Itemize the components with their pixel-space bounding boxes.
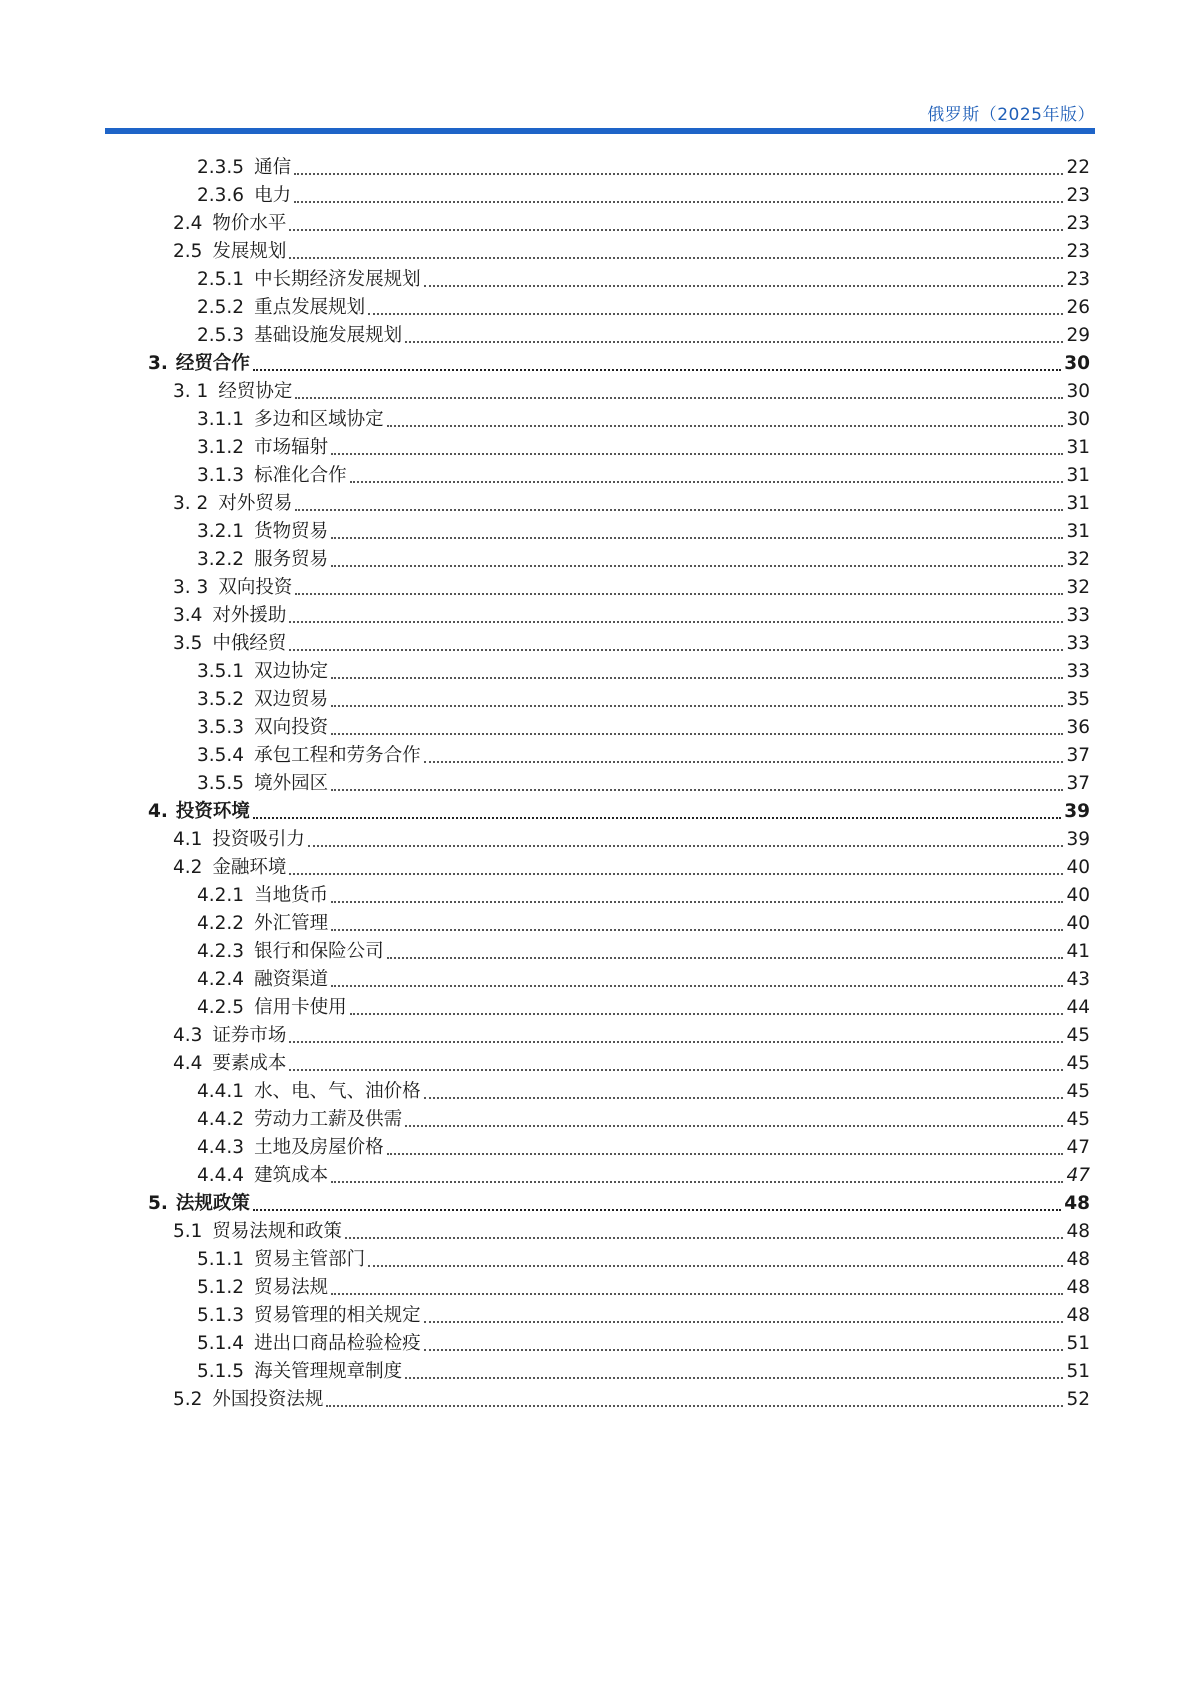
toc-entry-title: 海关管理规章制度 (254, 1361, 403, 1382)
toc-entry[interactable] (173, 233, 1090, 263)
toc-entry-page: 30 (1064, 353, 1090, 374)
toc-entry-title: 双边协定 (254, 661, 329, 682)
toc-entry-number: 3.5 (173, 633, 203, 654)
toc-entry-page: 40 (1066, 885, 1090, 906)
toc-entry-number: 3.1.2 (197, 437, 245, 458)
toc-leader-dots (253, 817, 1061, 819)
toc-entry[interactable] (197, 177, 1090, 207)
toc-entry-number: 4.4.4 (197, 1165, 245, 1186)
toc-entry[interactable] (197, 1353, 1090, 1383)
toc-entry[interactable] (197, 961, 1090, 991)
toc-leader-dots (424, 1097, 1064, 1099)
toc-entry-title: 双向投资 (218, 577, 293, 598)
toc-entry-page: 52 (1066, 1389, 1090, 1410)
document-title: 俄罗斯（2025年版） (927, 105, 1095, 125)
toc-entry-page: 40 (1066, 857, 1090, 878)
toc-entry-page: 45 (1066, 1109, 1090, 1130)
toc-entry[interactable] (173, 1017, 1090, 1047)
toc-entry-page: 23 (1066, 185, 1090, 206)
toc-leader-dots (331, 901, 1063, 903)
toc-entry-page: 45 (1066, 1053, 1090, 1074)
toc-entry-page: 32 (1066, 549, 1090, 570)
toc-entry-number: 5.1.2 (197, 1277, 245, 1298)
toc-entry-page: 39 (1066, 829, 1090, 850)
toc-entry[interactable] (197, 289, 1090, 319)
toc-entry-number: 3.5.2 (197, 689, 245, 710)
toc-entry-number: 4.4 (173, 1053, 203, 1074)
toc-leader-dots (387, 1153, 1064, 1155)
toc-leader-dots (331, 985, 1063, 987)
toc-entry-title: 多边和区域协定 (254, 409, 384, 430)
toc-entry-page: 22 (1066, 157, 1090, 178)
toc-entry-page: 41 (1066, 941, 1090, 962)
toc-entry[interactable] (197, 457, 1090, 487)
toc-entry-title: 建筑成本 (254, 1165, 329, 1186)
toc-entry-page: 23 (1066, 269, 1090, 290)
toc-entry-title: 对外援助 (212, 605, 287, 626)
toc-entry-title: 银行和保险公司 (254, 941, 384, 962)
toc-entry[interactable] (197, 681, 1090, 711)
toc-leader-dots (289, 1069, 1063, 1071)
toc-entry-page: 23 (1066, 241, 1090, 262)
toc-entry[interactable] (148, 793, 1090, 823)
toc-entry[interactable] (197, 401, 1090, 431)
toc-entry-title: 发展规划 (212, 241, 287, 262)
toc-entry-number: 4.2.2 (197, 913, 245, 934)
toc-entry-number: 3.5.1 (197, 661, 245, 682)
toc-entry[interactable] (197, 737, 1090, 767)
toc-entry[interactable] (197, 1157, 1090, 1187)
toc-leader-dots (289, 257, 1063, 259)
toc-entry-title: 物价水平 (212, 213, 287, 234)
toc-entry[interactable] (197, 877, 1090, 907)
toc-leader-dots (331, 789, 1063, 791)
toc-entry-number: 2.5.1 (197, 269, 245, 290)
toc-leader-dots (405, 341, 1063, 343)
toc-entry-number: 5. (148, 1193, 168, 1214)
toc-entry[interactable] (197, 429, 1090, 459)
toc-entry-number: 3.5.3 (197, 717, 245, 738)
toc-entry-number: 4.2.4 (197, 969, 245, 990)
toc-entry-number: 5.1.1 (197, 1249, 245, 1270)
toc-entry-title: 标准化合作 (254, 465, 347, 486)
toc-entry-page: 39 (1064, 801, 1090, 822)
toc-entry-title: 电力 (254, 185, 292, 206)
toc-entry-number: 5.1 (173, 1221, 203, 1242)
toc-entry[interactable] (197, 1269, 1090, 1299)
toc-entry-title: 投资吸引力 (212, 829, 305, 850)
toc-entry[interactable] (197, 1241, 1090, 1271)
toc-entry-number: 3.5.5 (197, 773, 245, 794)
toc-entry-number: 3.4 (173, 605, 203, 626)
toc-entry-title: 服务贸易 (254, 549, 329, 570)
toc-leader-dots (331, 677, 1063, 679)
toc-entry-page: 48 (1064, 1193, 1090, 1214)
toc-leader-dots (331, 705, 1063, 707)
toc-entry-number: 3. 1 (173, 381, 209, 402)
toc-entry-title: 水、电、气、油价格 (254, 1081, 421, 1102)
toc-entry-number: 2.3.6 (197, 185, 245, 206)
toc-leader-dots (331, 1181, 1063, 1183)
toc-entry-number: 5.1.3 (197, 1305, 245, 1326)
toc-entry-title: 经贸合作 (175, 353, 250, 374)
toc-entry-page: 47 (1066, 1137, 1090, 1158)
toc-leader-dots (253, 1209, 1061, 1211)
header-divider (105, 128, 1095, 134)
toc-entry-page: 45 (1066, 1025, 1090, 1046)
toc-entry-title: 境外园区 (254, 773, 329, 794)
toc-entry-title: 外国投资法规 (212, 1389, 324, 1410)
toc-entry[interactable] (173, 625, 1090, 655)
toc-entry-title: 法规政策 (175, 1193, 250, 1214)
toc-entry-title: 信用卡使用 (254, 997, 347, 1018)
toc-entry-page: 48 (1066, 1249, 1090, 1270)
toc-leader-dots (368, 1265, 1063, 1267)
toc-entry-number: 3. (148, 353, 168, 374)
toc-entry-page: 48 (1066, 1305, 1090, 1326)
toc-entry[interactable] (197, 513, 1090, 543)
toc-leader-dots (289, 873, 1063, 875)
toc-leader-dots (289, 229, 1063, 231)
toc-leader-dots (289, 1041, 1063, 1043)
toc-entry-page: 31 (1066, 493, 1090, 514)
toc-entry-page: 26 (1066, 297, 1090, 318)
toc-entry-page: 35 (1066, 689, 1090, 710)
toc-entry-page: 47 (1066, 1165, 1090, 1186)
toc-entry[interactable] (173, 821, 1090, 851)
toc-entry-number: 4.1 (173, 829, 203, 850)
toc-entry[interactable] (197, 933, 1090, 963)
toc-entry-title: 贸易法规和政策 (212, 1221, 342, 1242)
toc-entry-number: 3. 2 (173, 493, 209, 514)
toc-entry[interactable] (173, 1381, 1090, 1411)
toc-entry-page: 29 (1066, 325, 1090, 346)
toc-entry-page: 23 (1066, 213, 1090, 234)
toc-entry-number: 2.3.5 (197, 157, 245, 178)
toc-entry-page: 37 (1066, 773, 1090, 794)
toc-entry-title: 承包工程和劳务合作 (254, 745, 421, 766)
toc-leader-dots (331, 929, 1063, 931)
toc-entry-number: 4.4.3 (197, 1137, 245, 1158)
toc-entry[interactable] (197, 1325, 1090, 1355)
toc-leader-dots (350, 481, 1064, 483)
toc-entry-title: 融资渠道 (254, 969, 329, 990)
toc-entry-page: 36 (1066, 717, 1090, 738)
toc-entry-page: 43 (1066, 969, 1090, 990)
toc-leader-dots (424, 1321, 1064, 1323)
toc-entry-page: 32 (1066, 577, 1090, 598)
toc-leader-dots (289, 649, 1063, 651)
toc-leader-dots (294, 201, 1063, 203)
toc-leader-dots (405, 1125, 1063, 1127)
toc-entry[interactable] (197, 149, 1090, 179)
toc-entry[interactable] (173, 1213, 1090, 1243)
toc-entry[interactable] (197, 989, 1090, 1019)
toc-entry-number: 2.5.3 (197, 325, 245, 346)
toc-entry-number: 4.2.5 (197, 997, 245, 1018)
toc-entry-number: 4. (148, 801, 168, 822)
toc-entry[interactable] (148, 1185, 1090, 1215)
toc-leader-dots (387, 957, 1064, 959)
toc-entry-title: 要素成本 (212, 1053, 287, 1074)
toc-entry-number: 4.3 (173, 1025, 203, 1046)
toc-entry[interactable] (197, 1129, 1090, 1159)
toc-leader-dots (345, 1237, 1064, 1239)
toc-entry[interactable] (197, 1297, 1090, 1327)
toc-entry[interactable] (173, 485, 1090, 515)
toc-entry-page: 33 (1066, 633, 1090, 654)
toc-entry-page: 40 (1066, 913, 1090, 934)
toc-entry-number: 3.5.4 (197, 745, 245, 766)
toc-leader-dots (424, 1349, 1064, 1351)
toc-entry-title: 证券市场 (212, 1025, 287, 1046)
toc-entry-number: 3. 3 (173, 577, 209, 598)
toc-entry-page: 31 (1066, 465, 1090, 486)
toc-leader-dots (289, 621, 1063, 623)
toc-entry-number: 2.5.2 (197, 297, 245, 318)
toc-entry-number: 2.5 (173, 241, 203, 262)
toc-leader-dots (350, 1013, 1064, 1015)
toc-entry-title: 劳动力工薪及供需 (254, 1109, 403, 1130)
toc-entry-number: 4.2.1 (197, 885, 245, 906)
toc-entry-page: 51 (1066, 1333, 1090, 1354)
toc-leader-dots (331, 1293, 1063, 1295)
toc-entry-title: 中俄经贸 (212, 633, 287, 654)
toc-entry[interactable] (197, 1101, 1090, 1131)
toc-entry-number: 3.2.1 (197, 521, 245, 542)
toc-entry-title: 进出口商品检验检疫 (254, 1333, 421, 1354)
toc-leader-dots (424, 761, 1064, 763)
toc-leader-dots (308, 845, 1064, 847)
toc-entry-title: 货物贸易 (254, 521, 329, 542)
toc-entry-title: 贸易法规 (254, 1277, 329, 1298)
toc-entry-page: 31 (1066, 437, 1090, 458)
toc-entry-title: 双向投资 (254, 717, 329, 738)
toc-entry[interactable] (148, 345, 1090, 375)
toc-entry-page: 44 (1066, 997, 1090, 1018)
toc-entry-page: 33 (1066, 605, 1090, 626)
toc-entry-title: 对外贸易 (218, 493, 293, 514)
toc-entry[interactable] (197, 905, 1090, 935)
toc-leader-dots (405, 1377, 1063, 1379)
toc-leader-dots (326, 1405, 1063, 1407)
toc-entry-title: 贸易主管部门 (254, 1249, 366, 1270)
toc-entry[interactable] (173, 1045, 1090, 1075)
toc-entry[interactable] (173, 205, 1090, 235)
toc-entry[interactable] (173, 849, 1090, 879)
toc-entry-number: 3.1.3 (197, 465, 245, 486)
toc-entry-title: 基础设施发展规划 (254, 325, 403, 346)
toc-entry-number: 5.2 (173, 1389, 203, 1410)
toc-leader-dots (295, 397, 1063, 399)
toc-leader-dots (295, 593, 1063, 595)
toc-entry-page: 30 (1066, 381, 1090, 402)
toc-leader-dots (424, 285, 1064, 287)
toc-entry-page: 37 (1066, 745, 1090, 766)
toc-leader-dots (331, 537, 1063, 539)
toc-entry-title: 中长期经济发展规划 (254, 269, 421, 290)
toc-entry[interactable] (197, 653, 1090, 683)
toc-entry-title: 当地货币 (254, 885, 329, 906)
toc-entry-number: 4.2 (173, 857, 203, 878)
toc-entry-page: 51 (1066, 1361, 1090, 1382)
toc-entry-page: 48 (1066, 1277, 1090, 1298)
toc-entry-number: 3.1.1 (197, 409, 245, 430)
toc-leader-dots (295, 509, 1063, 511)
toc-entry[interactable] (197, 541, 1090, 571)
toc-entry-title: 通信 (254, 157, 292, 178)
toc-entry-title: 双边贸易 (254, 689, 329, 710)
toc-entry-title: 经贸协定 (218, 381, 293, 402)
toc-entry[interactable] (197, 709, 1090, 739)
toc-entry-title: 贸易管理的相关规定 (254, 1305, 421, 1326)
toc-entry-number: 4.2.3 (197, 941, 245, 962)
toc-entry-title: 重点发展规划 (254, 297, 366, 318)
toc-entry-number: 4.4.1 (197, 1081, 245, 1102)
toc-leader-dots (387, 425, 1064, 427)
toc-entry-page: 48 (1066, 1221, 1090, 1242)
toc-entry[interactable] (197, 765, 1090, 795)
toc-entry-page: 30 (1066, 409, 1090, 430)
toc-entry[interactable] (173, 569, 1090, 599)
toc-entry-title: 土地及房屋价格 (254, 1137, 384, 1158)
toc-entry-title: 投资环境 (175, 801, 250, 822)
toc-entry-page: 31 (1066, 521, 1090, 542)
toc-entry-number: 5.1.4 (197, 1333, 245, 1354)
toc-entry-number: 4.4.2 (197, 1109, 245, 1130)
toc-leader-dots (368, 313, 1063, 315)
toc-entry-number: 5.1.5 (197, 1361, 245, 1382)
toc-entry[interactable] (173, 597, 1090, 627)
toc-entry[interactable] (173, 373, 1090, 403)
toc-entry-number: 3.2.2 (197, 549, 245, 570)
toc-leader-dots (331, 565, 1063, 567)
toc-leader-dots (253, 369, 1061, 371)
toc-entry[interactable] (197, 261, 1090, 291)
toc-entry-title: 金融环境 (212, 857, 287, 878)
toc-leader-dots (294, 173, 1063, 175)
toc-entry-title: 市场辐射 (254, 437, 329, 458)
toc-entry[interactable] (197, 317, 1090, 347)
toc-entry-number: 2.4 (173, 213, 203, 234)
toc-entry-page: 45 (1066, 1081, 1090, 1102)
toc-entry[interactable] (197, 1073, 1090, 1103)
toc-leader-dots (331, 453, 1063, 455)
toc-leader-dots (331, 733, 1063, 735)
toc-entry-title: 外汇管理 (254, 913, 329, 934)
toc-entry-page: 33 (1066, 661, 1090, 682)
